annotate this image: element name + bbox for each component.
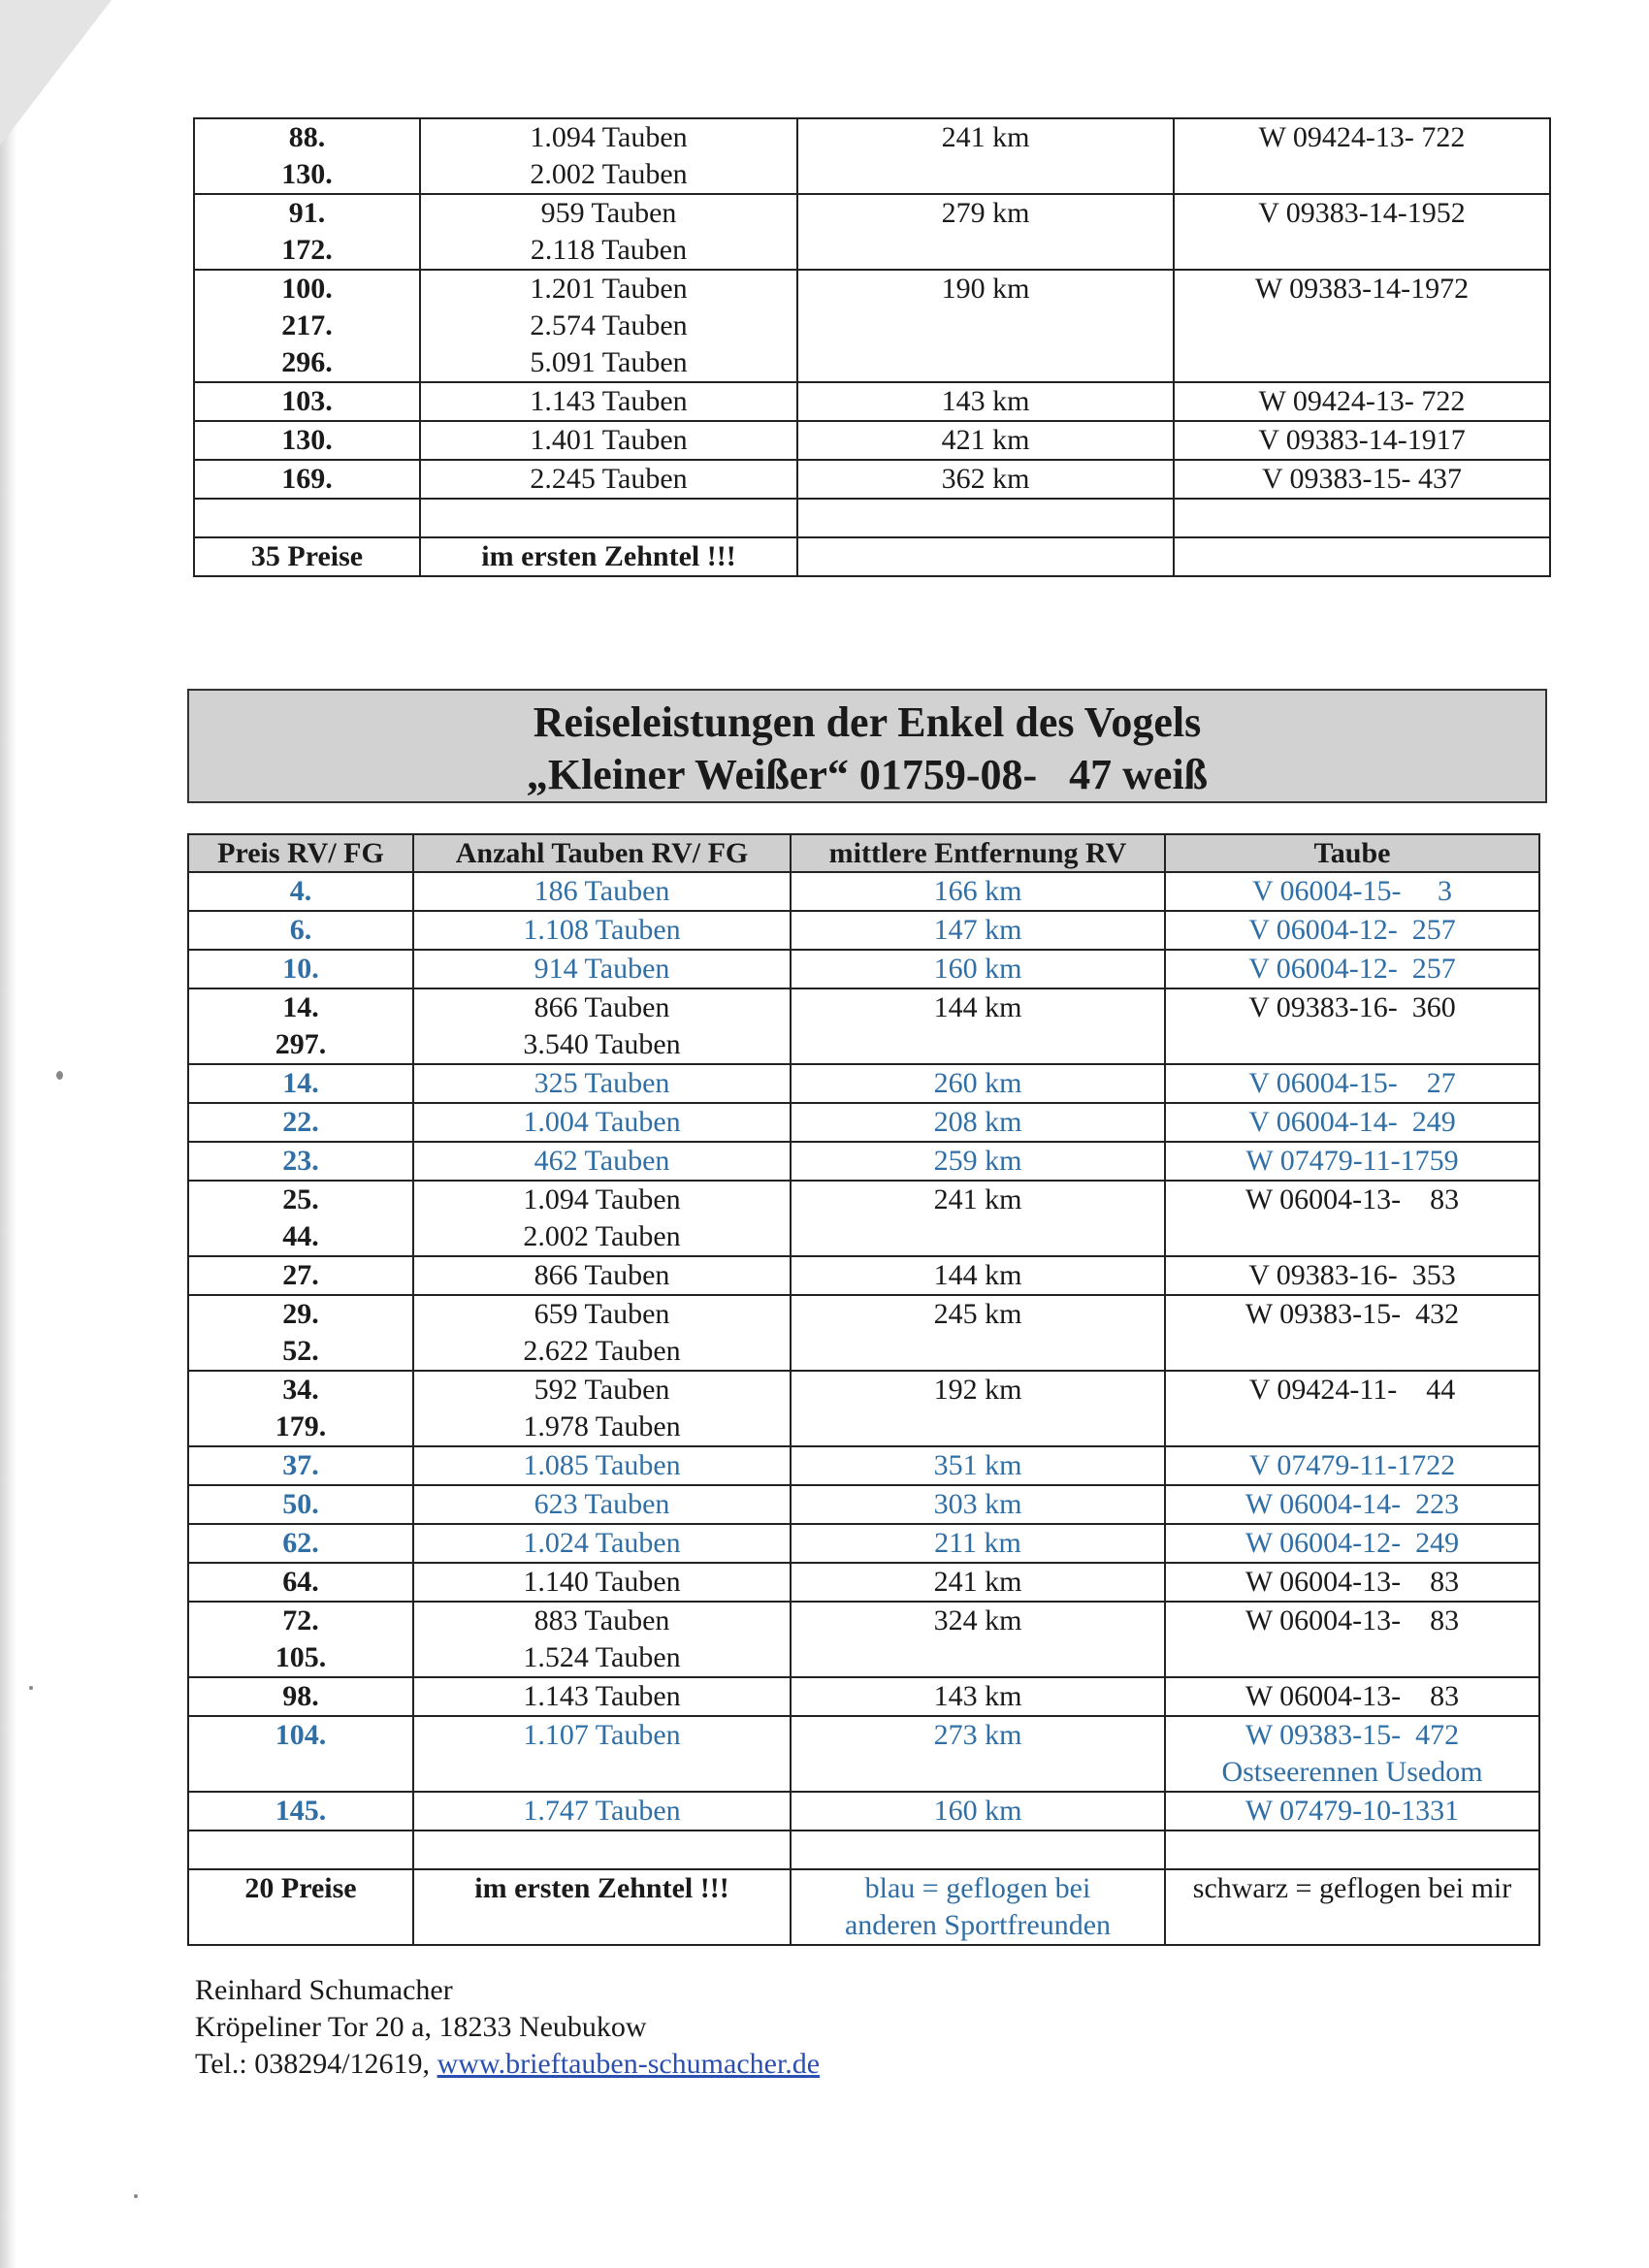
rank-cell-line: 64.: [282, 1566, 319, 1598]
table-row: [194, 194, 1550, 270]
scan-speck: [29, 1686, 33, 1690]
rank-cell-line: 130.: [281, 158, 333, 190]
rank-cell: [188, 950, 413, 988]
bird-cell-line: W 06004-13- 83: [1245, 1604, 1460, 1636]
count-cell-line: 1.524 Tauben: [523, 1641, 681, 1673]
table-row: [188, 1485, 1539, 1524]
scan-speck: [134, 2194, 138, 2198]
distance-cell: 166 km: [791, 872, 1165, 911]
summary-row: [188, 1869, 1539, 1945]
spacer-row: [188, 1831, 1539, 1869]
table-row: [188, 1181, 1539, 1256]
bird-cell: [1165, 1792, 1539, 1831]
empty-cell: [797, 499, 1174, 537]
count-cell-line: 1.094 Tauben: [523, 1183, 681, 1215]
table-row: [188, 1371, 1539, 1446]
empty-cell: [1165, 1831, 1539, 1869]
rank-cell-line: 25.: [282, 1183, 319, 1215]
count-cell-line: 866 Tauben: [534, 991, 670, 1023]
grandchildren-results-table: [187, 833, 1540, 1946]
header-row: [188, 834, 1539, 872]
previous-results-table: [193, 117, 1551, 577]
bird-cell: [1165, 1677, 1539, 1716]
bird-cell: W 09383-14-1972: [1174, 270, 1550, 382]
table-row: [188, 872, 1539, 911]
footer-name: Reinhard Schumacher: [195, 1974, 453, 2006]
rank-cell-line: 14.: [282, 1067, 319, 1099]
count-cell-line: 186 Tauben: [534, 875, 670, 907]
rank-cell-line: 62.: [282, 1527, 319, 1559]
distance-cell: 241 km: [791, 1181, 1165, 1256]
distance-cell: 260 km: [791, 1064, 1165, 1103]
count-cell: [420, 460, 797, 499]
distance-cell: 324 km: [791, 1602, 1165, 1677]
distance-cell: 160 km: [791, 950, 1165, 988]
bird-cell: [1165, 911, 1539, 950]
rank-cell-line: 88.: [288, 121, 326, 153]
distance-cell: 241 km: [791, 1563, 1165, 1602]
footer-contact: [195, 1972, 820, 2083]
rank-cell-line: 179.: [275, 1410, 327, 1442]
rank-cell-line: 104.: [275, 1719, 327, 1751]
rank-cell: [194, 118, 420, 194]
rank-cell: [188, 872, 413, 911]
rank-cell: [194, 382, 420, 421]
table-row: [188, 1716, 1539, 1792]
count-cell-line: 1.143 Tauben: [530, 385, 688, 417]
bird-cell: [1165, 988, 1539, 1064]
distance-cell: 273 km: [791, 1716, 1165, 1792]
rank-cell: [188, 1142, 413, 1181]
count-cell: [413, 1677, 791, 1716]
rank-cell: [188, 911, 413, 950]
rank-cell-line: 23.: [282, 1145, 319, 1177]
bird-cell: V 09383-14-1917: [1174, 421, 1550, 460]
count-cell-line: 659 Tauben: [534, 1298, 670, 1330]
rank-cell: [188, 1792, 413, 1831]
table-row: [188, 1446, 1539, 1485]
summary-prizes: 20 Preise: [188, 1869, 413, 1945]
rank-cell-line: 29.: [282, 1298, 319, 1330]
bird-cell-line: W 06004-13- 83: [1245, 1680, 1460, 1712]
bird-cell: [1165, 1181, 1539, 1256]
table-row: [188, 1295, 1539, 1371]
rank-cell-line: 22.: [282, 1106, 319, 1138]
bird-cell: [1165, 1716, 1539, 1792]
scan-speck: [56, 1071, 63, 1080]
rank-cell-line: 297.: [275, 1028, 327, 1060]
bird-cell-line: W 09383-15- 472: [1245, 1719, 1460, 1751]
count-cell: [413, 1103, 791, 1142]
rank-cell-line: 105.: [275, 1641, 327, 1673]
distance-cell: 143 km: [797, 382, 1174, 421]
empty-cell: [791, 1831, 1165, 1869]
count-cell-line: 462 Tauben: [534, 1145, 670, 1177]
summary-row: [194, 537, 1550, 576]
rank-cell-line: 100.: [281, 273, 333, 305]
bird-cell-line: W 06004-14- 223: [1245, 1488, 1460, 1520]
rank-cell: [188, 1563, 413, 1602]
bird-cell: [1165, 950, 1539, 988]
table-row: [188, 988, 1539, 1064]
distance-cell: 421 km: [797, 421, 1174, 460]
rank-cell: [194, 421, 420, 460]
bird-cell: [1165, 1371, 1539, 1446]
summary-text: im ersten Zehntel !!!: [420, 537, 797, 576]
spacer-row: [194, 499, 1550, 537]
header-bird: Taube: [1165, 834, 1539, 872]
table-row: [188, 1602, 1539, 1677]
bird-cell: [1165, 1602, 1539, 1677]
rank-cell: [188, 1371, 413, 1446]
table-row: [194, 421, 1550, 460]
count-cell-line: 883 Tauben: [534, 1604, 670, 1636]
title-line-1: Reiseleistungen der Enkel des Vogels: [533, 698, 1202, 746]
count-cell: [420, 194, 797, 270]
rank-cell: [188, 1181, 413, 1256]
table-row: [194, 118, 1550, 194]
table-row: [188, 1563, 1539, 1602]
rank-cell-line: 145.: [275, 1795, 327, 1827]
rank-cell: [188, 1677, 413, 1716]
table-row: [188, 1792, 1539, 1831]
rank-cell-line: 34.: [282, 1374, 319, 1406]
header-distance: mittlere Entfernung RV: [791, 834, 1165, 872]
legend-blue-line: anderen Sportfreunden: [844, 1909, 1112, 1941]
distance-cell: 208 km: [791, 1103, 1165, 1142]
distance-cell: 245 km: [791, 1295, 1165, 1371]
footer-address: Kröpeliner Tor 20 a, 18233 Neubukow: [195, 2011, 647, 2043]
count-cell: [420, 270, 797, 382]
distance-cell: 144 km: [791, 988, 1165, 1064]
table-row: [188, 950, 1539, 988]
count-cell-line: 1.747 Tauben: [523, 1795, 681, 1827]
bird-cell: W 09424-13- 722: [1174, 118, 1550, 194]
count-cell-line: 1.024 Tauben: [523, 1527, 681, 1559]
rank-cell-line: 217.: [281, 309, 333, 341]
bird-cell-line: V 09383-16- 353: [1248, 1259, 1456, 1291]
legend-black: schwarz = geflogen bei mir: [1165, 1869, 1539, 1945]
legend-blue: [791, 1869, 1165, 1945]
rank-cell: [194, 270, 420, 382]
count-cell: [413, 1563, 791, 1602]
count-cell-line: 2.002 Tauben: [523, 1220, 681, 1252]
rank-cell: [194, 194, 420, 270]
empty-cell: [1174, 537, 1550, 576]
distance-cell: 351 km: [791, 1446, 1165, 1485]
rank-cell: [188, 1485, 413, 1524]
rank-cell-line: 169.: [281, 463, 333, 495]
rank-cell: [188, 1446, 413, 1485]
distance-cell: 362 km: [797, 460, 1174, 499]
bird-cell: V 09383-15- 437: [1174, 460, 1550, 499]
bird-cell-line: W 06004-13- 83: [1245, 1183, 1460, 1215]
folded-corner: [0, 0, 112, 146]
table-row: [188, 1524, 1539, 1563]
rank-cell-line: 172.: [281, 234, 333, 266]
bird-cell: [1165, 872, 1539, 911]
bird-cell: [1165, 1103, 1539, 1142]
count-cell-line: 3.540 Tauben: [523, 1028, 681, 1060]
bird-cell: [1165, 1563, 1539, 1602]
count-cell-line: 2.118 Tauben: [530, 234, 688, 266]
table-row: [188, 1256, 1539, 1295]
rank-cell-line: 6.: [289, 914, 312, 946]
distance-cell: 192 km: [791, 1371, 1165, 1446]
count-cell-line: 1.085 Tauben: [523, 1449, 681, 1481]
distance-cell: 143 km: [791, 1677, 1165, 1716]
distance-cell: 190 km: [797, 270, 1174, 382]
distance-cell: 259 km: [791, 1142, 1165, 1181]
bird-cell-line: W 07479-10-1331: [1245, 1795, 1460, 1827]
bird-cell: [1165, 1446, 1539, 1485]
header-prize: Preis RV/ FG: [188, 834, 413, 872]
rank-cell-line: 14.: [282, 991, 319, 1023]
table-row: [188, 911, 1539, 950]
empty-cell: [1174, 499, 1550, 537]
count-cell-line: 2.622 Tauben: [523, 1335, 681, 1367]
bird-cell-line: W 06004-12- 249: [1245, 1527, 1460, 1559]
count-cell: [413, 950, 791, 988]
rank-cell-line: 91.: [288, 197, 326, 229]
count-cell-line: 2.245 Tauben: [530, 463, 688, 495]
count-cell: [413, 911, 791, 950]
rank-cell: [194, 460, 420, 499]
count-cell: [420, 382, 797, 421]
bird-cell-line: V 06004-12- 257: [1248, 953, 1456, 985]
bird-cell: [1165, 1064, 1539, 1103]
rank-cell-line: 296.: [281, 346, 333, 378]
header-count: Anzahl Tauben RV/ FG: [413, 834, 791, 872]
rank-cell-line: 50.: [282, 1488, 319, 1520]
count-cell: [413, 1142, 791, 1181]
count-cell-line: 914 Tauben: [534, 953, 670, 985]
legend-blue-line: blau = geflogen bei: [864, 1872, 1091, 1904]
count-cell: [413, 1446, 791, 1485]
table-row: [188, 1677, 1539, 1716]
count-cell-line: 1.201 Tauben: [530, 273, 688, 305]
distance-cell: 279 km: [797, 194, 1174, 270]
distance-cell: 160 km: [791, 1792, 1165, 1831]
count-cell-line: 1.978 Tauben: [523, 1410, 681, 1442]
table-row: [188, 1142, 1539, 1181]
count-cell-line: 5.091 Tauben: [530, 346, 688, 378]
rank-cell-line: 98.: [282, 1680, 319, 1712]
bird-cell-line: V 06004-14- 249: [1248, 1106, 1456, 1138]
bird-cell-line: V 06004-15- 3: [1251, 875, 1453, 907]
count-cell-line: 325 Tauben: [534, 1067, 670, 1099]
count-cell-line: 1.107 Tauben: [523, 1719, 681, 1751]
scan-edge-shadow: [0, 0, 17, 2268]
bird-cell-line: W 07479-11-1759: [1245, 1145, 1459, 1177]
table-row: [194, 382, 1550, 421]
bird-cell-line: V 09383-16- 360: [1248, 991, 1456, 1023]
rank-cell: [188, 1716, 413, 1792]
count-cell-line: 623 Tauben: [534, 1488, 670, 1520]
count-cell-line: 1.108 Tauben: [523, 914, 681, 946]
empty-cell: [420, 499, 797, 537]
count-cell: [413, 1602, 791, 1677]
rank-cell-line: 27.: [282, 1259, 319, 1291]
count-cell: [413, 1716, 791, 1792]
bird-cell: W 09424-13- 722: [1174, 382, 1550, 421]
bird-cell: [1165, 1524, 1539, 1563]
footer-phone-line: [195, 2046, 820, 2083]
count-cell: [413, 1256, 791, 1295]
count-cell: [413, 1064, 791, 1103]
distance-cell: 241 km: [797, 118, 1174, 194]
bird-cell-line: V 07479-11-1722: [1248, 1449, 1456, 1481]
rank-cell-line: 37.: [282, 1449, 319, 1481]
count-cell: [413, 1295, 791, 1371]
rank-cell-line: 72.: [282, 1604, 319, 1636]
count-cell: [413, 1792, 791, 1831]
rank-cell-line: 52.: [282, 1335, 319, 1367]
count-cell: [413, 988, 791, 1064]
rank-cell: [188, 1524, 413, 1563]
bird-cell-line: W 09383-15- 432: [1245, 1298, 1460, 1330]
distance-cell: 147 km: [791, 911, 1165, 950]
distance-cell: 144 km: [791, 1256, 1165, 1295]
footer-phone: Tel.: 038294/12619,: [195, 2048, 437, 2080]
rank-cell-line: 44.: [282, 1220, 319, 1252]
count-cell: [413, 1524, 791, 1563]
bird-cell: V 09383-14-1952: [1174, 194, 1550, 270]
count-cell-line: 1.143 Tauben: [523, 1680, 681, 1712]
count-cell-line: 959 Tauben: [540, 197, 677, 229]
rank-cell: [188, 1103, 413, 1142]
bird-cell-line: V 06004-12- 257: [1248, 914, 1456, 946]
table-row: [194, 270, 1550, 382]
table-row: [188, 1103, 1539, 1142]
summary-prizes: 35 Preise: [194, 537, 420, 576]
count-cell: [413, 1181, 791, 1256]
count-cell-line: 2.002 Tauben: [530, 158, 688, 190]
bird-cell: [1165, 1256, 1539, 1295]
count-cell-line: 866 Tauben: [534, 1259, 670, 1291]
distance-cell: 303 km: [791, 1485, 1165, 1524]
rank-cell: [188, 1602, 413, 1677]
table-row: [194, 460, 1550, 499]
bird-cell: [1165, 1485, 1539, 1524]
empty-cell: [797, 537, 1174, 576]
title-line-2: „Kleiner Weißer“ 01759-08- 47 weiß: [526, 751, 1209, 798]
bird-cell-line: V 06004-15- 27: [1248, 1067, 1456, 1099]
bird-cell-line: W 06004-13- 83: [1245, 1566, 1460, 1598]
website-link[interactable]: www.brieftauben-schumacher.de: [436, 2048, 821, 2080]
rank-cell-line: 103.: [281, 385, 333, 417]
count-cell: [420, 118, 797, 194]
rank-cell-line: 4.: [289, 875, 312, 907]
empty-cell: [188, 1831, 413, 1869]
count-cell: [420, 421, 797, 460]
bird-cell-line: V 09424-11- 44: [1248, 1374, 1456, 1406]
rank-cell: [188, 1064, 413, 1103]
empty-cell: [194, 499, 420, 537]
count-cell-line: 1.401 Tauben: [530, 424, 688, 456]
rank-cell: [188, 1295, 413, 1371]
count-cell-line: 2.574 Tauben: [530, 309, 688, 341]
distance-cell: 211 km: [791, 1524, 1165, 1563]
count-cell-line: 592 Tauben: [534, 1374, 670, 1406]
bird-cell: [1165, 1142, 1539, 1181]
section-title: [187, 689, 1547, 803]
summary-text: im ersten Zehntel !!!: [413, 1869, 791, 1945]
rank-cell: [188, 1256, 413, 1295]
rank-cell-line: 10.: [282, 953, 319, 985]
count-cell: [413, 1485, 791, 1524]
rank-cell-line: 130.: [281, 424, 333, 456]
empty-cell: [413, 1831, 791, 1869]
rank-cell: [188, 988, 413, 1064]
count-cell-line: 1.094 Tauben: [530, 121, 688, 153]
count-cell-line: 1.004 Tauben: [523, 1106, 681, 1138]
count-cell: [413, 1371, 791, 1446]
count-cell-line: 1.140 Tauben: [523, 1566, 681, 1598]
bird-cell: [1165, 1295, 1539, 1371]
count-cell: [413, 872, 791, 911]
bird-cell-line: Ostseerennen Usedom: [1221, 1756, 1483, 1788]
table-row: [188, 1064, 1539, 1103]
